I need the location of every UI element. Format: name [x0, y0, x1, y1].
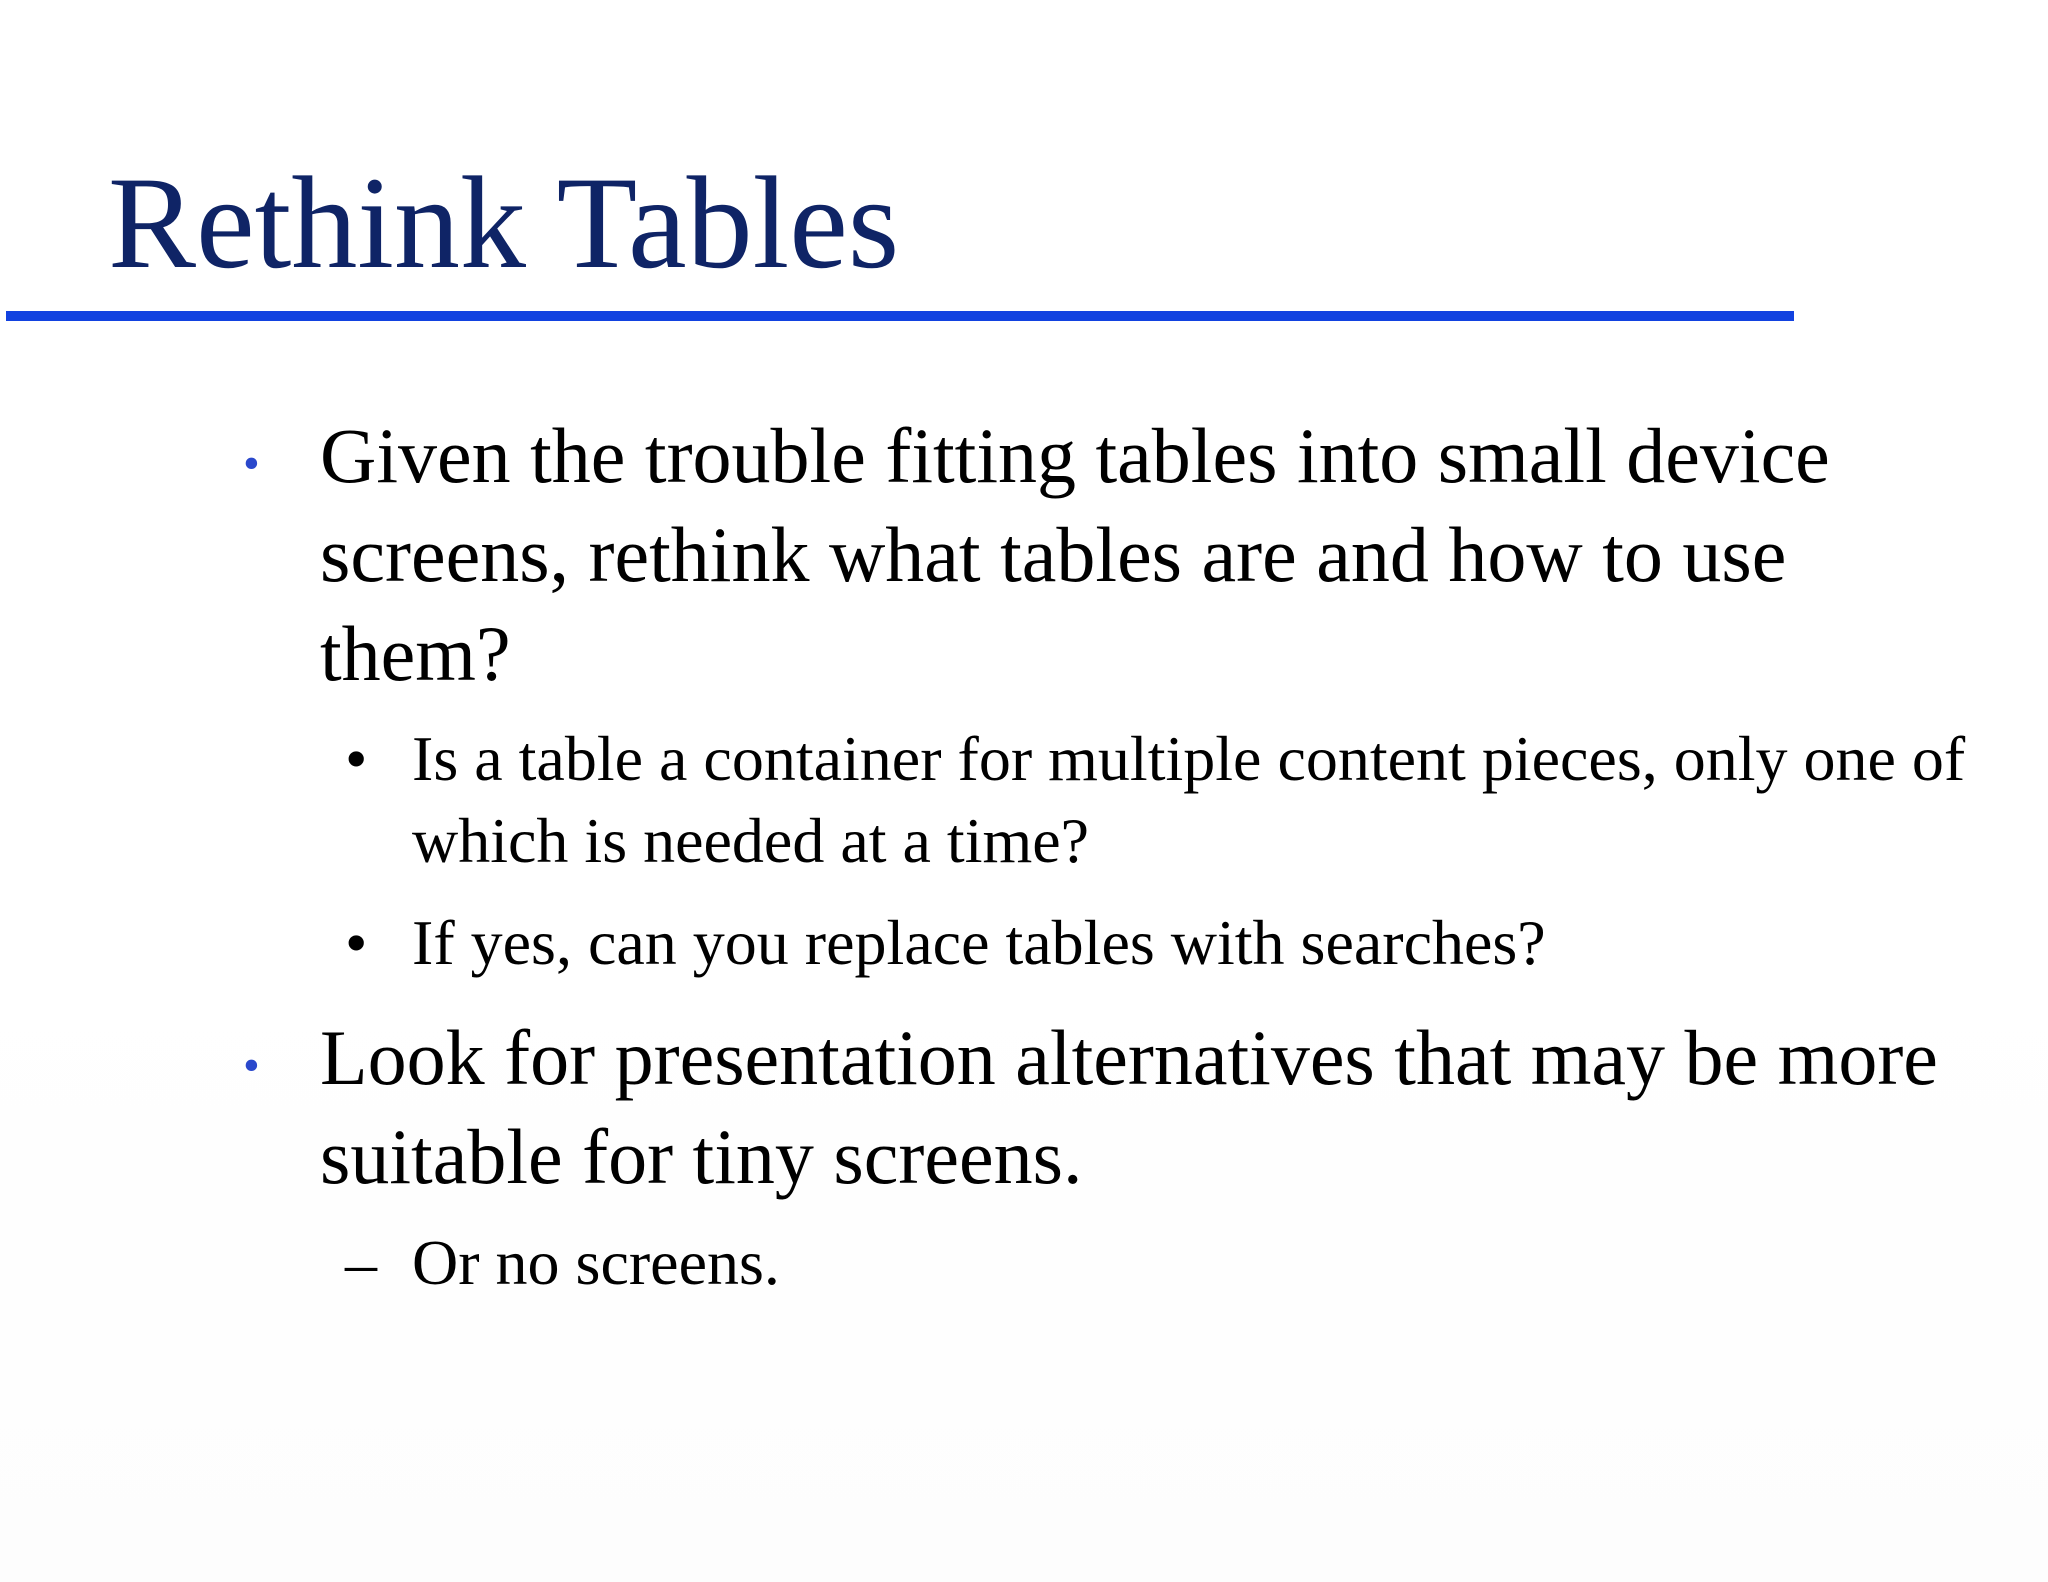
bullet-text: Given the trouble fitting tables into small device screens, rethink what tables are and how to use them? [320, 412, 1830, 697]
bullet-item [243, 1008, 1960, 1206]
bullet-marker-icon: • [243, 437, 260, 490]
title-underline [6, 311, 1794, 321]
sub-bullet-item [345, 718, 1972, 882]
sub-bullet-marker-icon: • [345, 723, 368, 794]
sub-bullet-text: If yes, can you replace tables with searches? [412, 907, 1546, 978]
sub-bullet-item [345, 902, 1972, 984]
sub-bullet-item [345, 1222, 1972, 1304]
bullet-marker-icon: • [243, 1039, 260, 1092]
slide-title: Rethink Tables [108, 149, 900, 296]
sub-bullet-marker-icon: • [345, 907, 368, 978]
sub-bullet-marker-icon: – [345, 1227, 377, 1298]
sub-bullet-text: Is a table a container for multiple content pieces, only one of which is needed at a time? [412, 723, 1966, 876]
sub-bullet-text: Or no screens. [412, 1227, 780, 1298]
bullet-item [243, 406, 1960, 703]
bullet-text: Look for presentation alternatives that may be more suitable for tiny screens. [320, 1014, 1938, 1200]
